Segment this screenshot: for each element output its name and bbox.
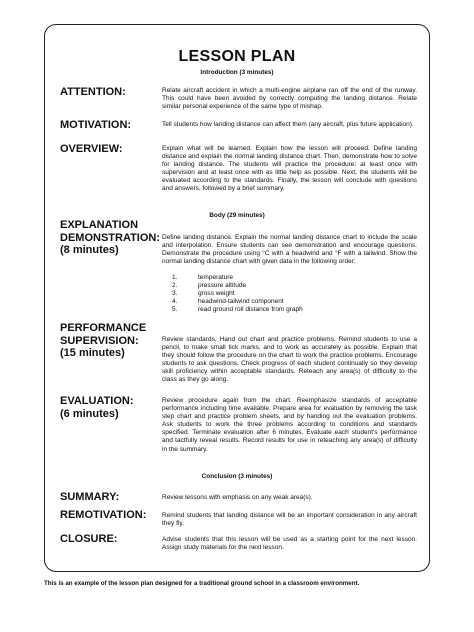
footnote: This is an example of the lesson plan designed for a traditional ground school in a classroom environment. — [44, 580, 360, 587]
list-item — [162, 282, 417, 290]
label-closure: CLOSURE: — [60, 533, 118, 545]
list-item-number: 5. — [172, 306, 178, 314]
label-motivation: MOTIVATION: — [60, 119, 132, 131]
text-attention: Relate aircraft accident in which a multi-engine airplane ran off the end of the runway. This could have been avoided by correctly computing the landing distance. Relate similar personal experience of the same type of mishap. — [162, 87, 417, 111]
page-title: LESSON PLAN — [178, 48, 296, 65]
text-overview: Explain what will be learned. Explain how the lesson will proceed. Define landing distance and explain the normal landing distance chart. Then, demonstrate how to solve for landing distance. The students will practice the procedure: at least once with supervision and at least once with as little help as possible. Next, the students will be evaluated according to the standards. Finally, the lesson will conclude with questions and answers, followed by a brief summary. — [162, 145, 417, 193]
text-motivation: Tell students how landing distance can affect them (any aircraft, plus future application). — [162, 121, 414, 128]
label-summary: SUMMARY: — [60, 491, 120, 503]
label-overview: OVERVIEW: — [60, 143, 123, 155]
text-explanation: Define landing distance. Explain the normal landing distance chart to include the scale and interpolation. Ensure students can see demonstration and encourage questions. Demonstrate the procedure using °C with a headwind and °F with a tailwind. Show the normal landing distance chart with given data in the following order: — [162, 234, 417, 266]
text-performance: Review standards. Hand out chart and practice problems. Remind students to use a pencil, to make small tick marks, and to work as accurately as possible. Explain that they should follow the procedure on the chart to work the practice problems. Encourage students to ask questions. Check progress of each student continually so they develop skill proficiency within acceptable standards. Reteach any area(s) of difficulty to the class as they go along. — [162, 336, 417, 384]
text-summary: Review lessons with emphasis on any weak area(s). — [162, 494, 313, 501]
label-performance: PERFORMANCE SUPERVISION: (15 minutes) — [60, 322, 147, 359]
list-item-text: temperature — [198, 274, 234, 281]
list-item-number: 2. — [172, 282, 178, 290]
label-attention: ATTENTION: — [60, 86, 126, 98]
text-evaluation: Review procedure again from the chart. Reemphasize standards of acceptable performance including time available. Prepare area for evaluation by removing the task step chart and practice problem sheets, and by handing out the evaluation problems. Ask students to work the three problems according to conditions and standards specified. Terminate evaluation after 6 minutes. Evaluate each student's performance and tactfully reveal results. Record results for use in reteaching any area(s) of difficulty in the summary. — [162, 397, 417, 453]
label-explanation: EXPLANATION DEMONSTRATION: (8 minutes) — [60, 219, 161, 256]
list-item-text: pressure altitude — [198, 282, 247, 290]
list-item — [162, 274, 417, 282]
text-remotivation: Remind students that landing distance will be an important consideration in any aircraft they fly. — [162, 512, 417, 528]
label-evaluation: EVALUATION: (6 minutes) — [60, 395, 134, 420]
section-conclusion: Conclusion (3 minutes) — [201, 473, 273, 480]
section-introduction: Introduction (3 minutes) — [200, 69, 274, 76]
list-item-number: 1. — [172, 274, 178, 281]
label-remotivation: REMOTIVATION: — [60, 509, 147, 521]
list-item-number: 4. — [172, 298, 178, 306]
list-item-text: read ground roll distance from graph — [198, 306, 303, 314]
list-item-text: gross weight — [198, 290, 235, 298]
explanation-steps-list — [162, 274, 417, 314]
list-item-text: headwind-tailwind component — [198, 298, 284, 306]
list-item — [162, 290, 417, 298]
list-item-number: 3. — [172, 290, 178, 298]
list-item — [162, 306, 417, 314]
list-item — [162, 298, 417, 306]
text-closure: Advise students that this lesson will be used as a starting point for the next lesson. Assign study materials for the next lesson. — [162, 536, 417, 552]
section-body: Body (29 minutes) — [209, 212, 265, 219]
